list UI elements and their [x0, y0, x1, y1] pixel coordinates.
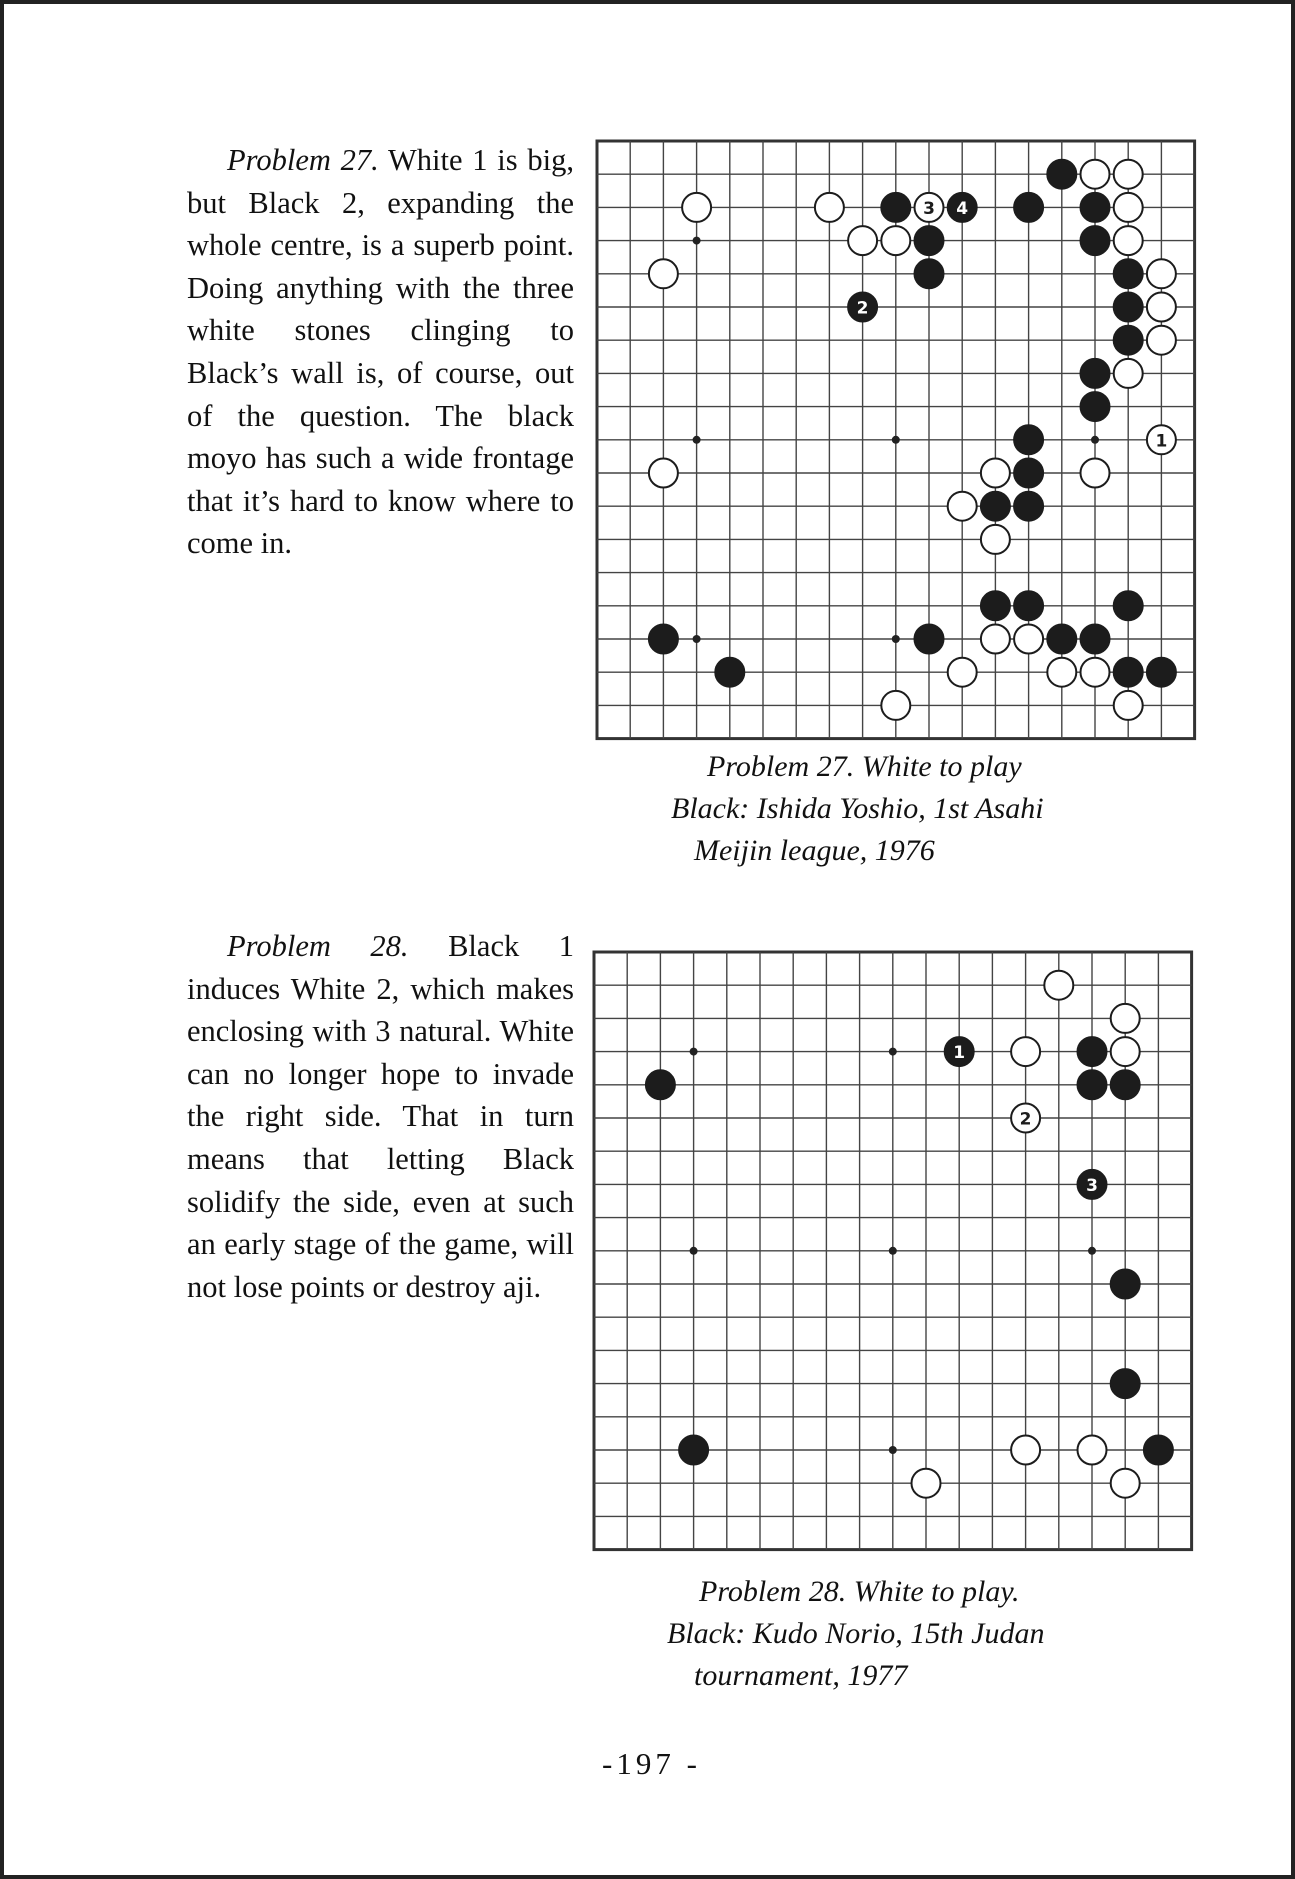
- black-stone: [915, 226, 944, 255]
- move-number-label: 2: [1019, 1109, 1032, 1130]
- white-stone: [1078, 1436, 1107, 1465]
- hoshi-point: [889, 1446, 897, 1454]
- move-number-label: 1: [953, 1043, 966, 1064]
- white-stone: [1114, 359, 1143, 388]
- black-stone: [1081, 359, 1110, 388]
- white-stone: [1111, 1004, 1140, 1033]
- problem-27-text: [187, 139, 574, 565]
- move-number-label: 1: [1155, 431, 1168, 452]
- white-stone: [1147, 293, 1176, 322]
- white-stone: [1147, 326, 1176, 355]
- black-stone: [1114, 259, 1143, 288]
- white-stone: [981, 625, 1010, 654]
- black-stone: [1111, 1070, 1140, 1099]
- black-stone: [1111, 1369, 1140, 1398]
- hoshi-point: [889, 1247, 897, 1255]
- black-stone: [1047, 160, 1076, 189]
- white-stone: [948, 658, 977, 687]
- black-stone: [1144, 1436, 1173, 1465]
- black-stone: [1081, 193, 1110, 222]
- white-stone: [1147, 259, 1176, 288]
- problem-28-caption-line1: Problem 28. White to play.: [699, 1575, 1020, 1608]
- black-stone: [1014, 459, 1043, 488]
- white-stone: [649, 459, 678, 488]
- white-stone: [1011, 1436, 1040, 1465]
- black-stone: [1081, 226, 1110, 255]
- black-stone: [1014, 425, 1043, 454]
- problem-28-body: Black 1 induces White 2, which makes enclosing with 3 natural. White can no longer hope to invade the right side. That in turn means that letting Black solidify the side, even at such an early stage of the game, will not lose points or destroy aji.: [187, 929, 575, 1304]
- white-stone: [1111, 1037, 1140, 1066]
- go-board-problem-27: [593, 137, 1199, 745]
- white-stone: [1114, 691, 1143, 720]
- black-stone: [1081, 392, 1110, 421]
- black-stone: [1014, 492, 1043, 521]
- white-stone: [1114, 226, 1143, 255]
- hoshi-point: [690, 1247, 698, 1255]
- hoshi-point: [690, 1048, 698, 1056]
- white-stone: [1114, 193, 1143, 222]
- white-stone: [981, 525, 1010, 554]
- black-stone: [715, 658, 744, 687]
- white-stone: [848, 226, 877, 255]
- problem-27-lead: Problem 27.: [227, 143, 379, 177]
- black-stone: [1014, 591, 1043, 620]
- white-stone: [881, 691, 910, 720]
- black-stone: [881, 193, 910, 222]
- black-stone: [1078, 1037, 1107, 1066]
- black-stone: [915, 259, 944, 288]
- white-stone: [1081, 160, 1110, 189]
- black-stone: [1081, 625, 1110, 654]
- hoshi-point: [693, 237, 701, 245]
- black-stone: [1114, 326, 1143, 355]
- problem-27-body: White 1 is big, but Black 2, expanding the whole centre, is a superb point. Doing anything with the three white stones clinging to Black’s wall is, of course, out of the question. The black moyo has such a wide frontage that it’s hard to know where to come in.: [187, 143, 575, 561]
- white-stone: [1111, 1469, 1140, 1498]
- black-stone: [646, 1070, 675, 1099]
- problem-28-caption-line3: tournament, 1977: [694, 1659, 908, 1692]
- white-stone: [682, 193, 711, 222]
- white-stone: [649, 259, 678, 288]
- black-stone: [981, 492, 1010, 521]
- white-stone: [1081, 658, 1110, 687]
- page-number: -197 -: [602, 1746, 701, 1781]
- white-stone: [881, 226, 910, 255]
- hoshi-point: [693, 635, 701, 643]
- hoshi-point: [892, 436, 900, 444]
- problem-27-caption-line1: Problem 27. White to play: [707, 750, 1022, 783]
- move-number-label: 3: [923, 198, 935, 219]
- white-stone: [1047, 658, 1076, 687]
- black-stone: [1147, 658, 1176, 687]
- problem-27-caption-line2: Black: Ishida Yoshio, 1st Asahi: [671, 792, 1044, 825]
- problem-28-lead: Problem 28.: [227, 929, 409, 963]
- problem-27-caption-line3: Meijin league, 1976: [694, 834, 935, 867]
- white-stone: [1011, 1037, 1040, 1066]
- problem-28-text: [187, 925, 574, 1308]
- hoshi-point: [1091, 436, 1099, 444]
- hoshi-point: [889, 1048, 897, 1056]
- black-stone: [915, 625, 944, 654]
- black-stone: [981, 591, 1010, 620]
- move-number-label: 3: [1086, 1175, 1098, 1196]
- problem-28-caption-line2: Black: Kudo Norio, 15th Judan: [667, 1617, 1045, 1650]
- black-stone: [1114, 658, 1143, 687]
- white-stone: [1044, 971, 1073, 1000]
- white-stone: [912, 1469, 941, 1498]
- move-number-label: 4: [956, 198, 969, 219]
- black-stone: [1014, 193, 1043, 222]
- white-stone: [1081, 459, 1110, 488]
- black-stone: [1078, 1070, 1107, 1099]
- black-stone: [679, 1436, 708, 1465]
- go-board-problem-28: [590, 948, 1196, 1556]
- white-stone: [948, 492, 977, 521]
- hoshi-point: [693, 436, 701, 444]
- white-stone: [1014, 625, 1043, 654]
- white-stone: [815, 193, 844, 222]
- hoshi-point: [892, 635, 900, 643]
- black-stone: [1114, 293, 1143, 322]
- black-stone: [649, 625, 678, 654]
- white-stone: [981, 459, 1010, 488]
- hoshi-point: [1088, 1247, 1096, 1255]
- move-number-label: 2: [856, 298, 869, 319]
- white-stone: [1114, 160, 1143, 189]
- black-stone: [1114, 591, 1143, 620]
- black-stone: [1111, 1270, 1140, 1299]
- black-stone: [1047, 625, 1076, 654]
